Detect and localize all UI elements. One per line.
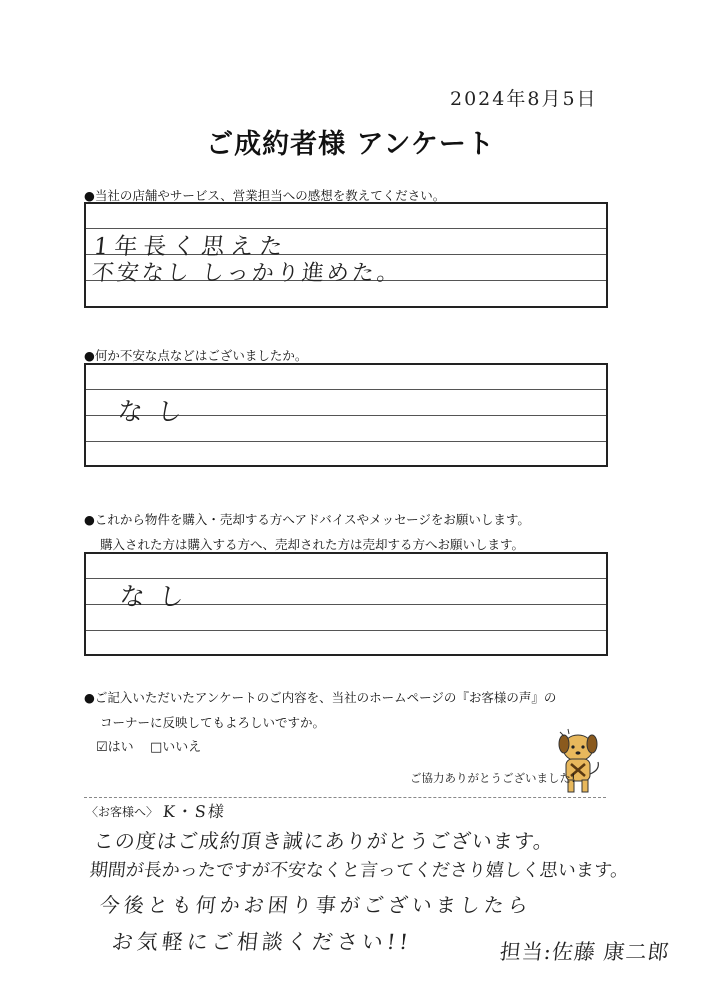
question-3-line-1: ●これから物件を購入・売却する方へアドバイスやメッセージをお願いします。 bbox=[84, 512, 530, 527]
checked-box-icon: ☑ bbox=[96, 740, 108, 755]
answer-2: なし bbox=[116, 397, 198, 426]
question-4-line-1: ●ご記入いただいたアンケートのご内容を、当社のホームページの『お客様の声』の bbox=[84, 690, 557, 705]
question-3-line-2: 購入された方は購入する方へ、売却された方は売却する方へお願いします。 bbox=[100, 537, 525, 552]
consent-yes-label: はい bbox=[107, 740, 134, 755]
answer-1-line-1: 1年長く思えた bbox=[92, 234, 290, 260]
thanks-message: ご協力ありがとうございました! bbox=[410, 771, 576, 785]
message-line-2: 期間が長かったですが不安なくと言ってくださり嬉しく思います。 bbox=[88, 860, 630, 881]
question-4-line-2: コーナーに反映してもよろしいですか。 bbox=[100, 715, 326, 730]
answer-1-line-2: 不安なし しっかり進めた。 bbox=[90, 261, 404, 286]
message-line-3: 今後とも何かお困り事がございましたら bbox=[98, 893, 534, 917]
message-line-4: お気軽にご相談ください!! bbox=[110, 930, 414, 954]
message-line-1: この度はご成約頂き誠にありがとうございます。 bbox=[92, 829, 556, 853]
customer-name: K・S様 bbox=[161, 802, 227, 821]
question-2: ●何か不安な点などはございましたか。 bbox=[84, 348, 308, 363]
answer-3: なし bbox=[118, 582, 200, 611]
page-title: ご成約者様 アンケート bbox=[206, 129, 495, 160]
question-1: ●当社の店舗やサービス、営業担当への感想を教えてください。 bbox=[84, 188, 446, 203]
consent-yes-checkbox[interactable] bbox=[96, 736, 134, 755]
consent-no-label: いいえ bbox=[162, 740, 202, 755]
staff-signature: 担当:佐藤 康二郎 bbox=[498, 940, 671, 964]
consent-no-checkbox[interactable] bbox=[150, 736, 201, 755]
customer-label: 〈お客様へ〉 bbox=[86, 805, 159, 819]
survey-date: 2024年8月5日 bbox=[450, 88, 598, 110]
unchecked-box-icon: □ bbox=[150, 740, 163, 755]
divider bbox=[84, 797, 606, 798]
